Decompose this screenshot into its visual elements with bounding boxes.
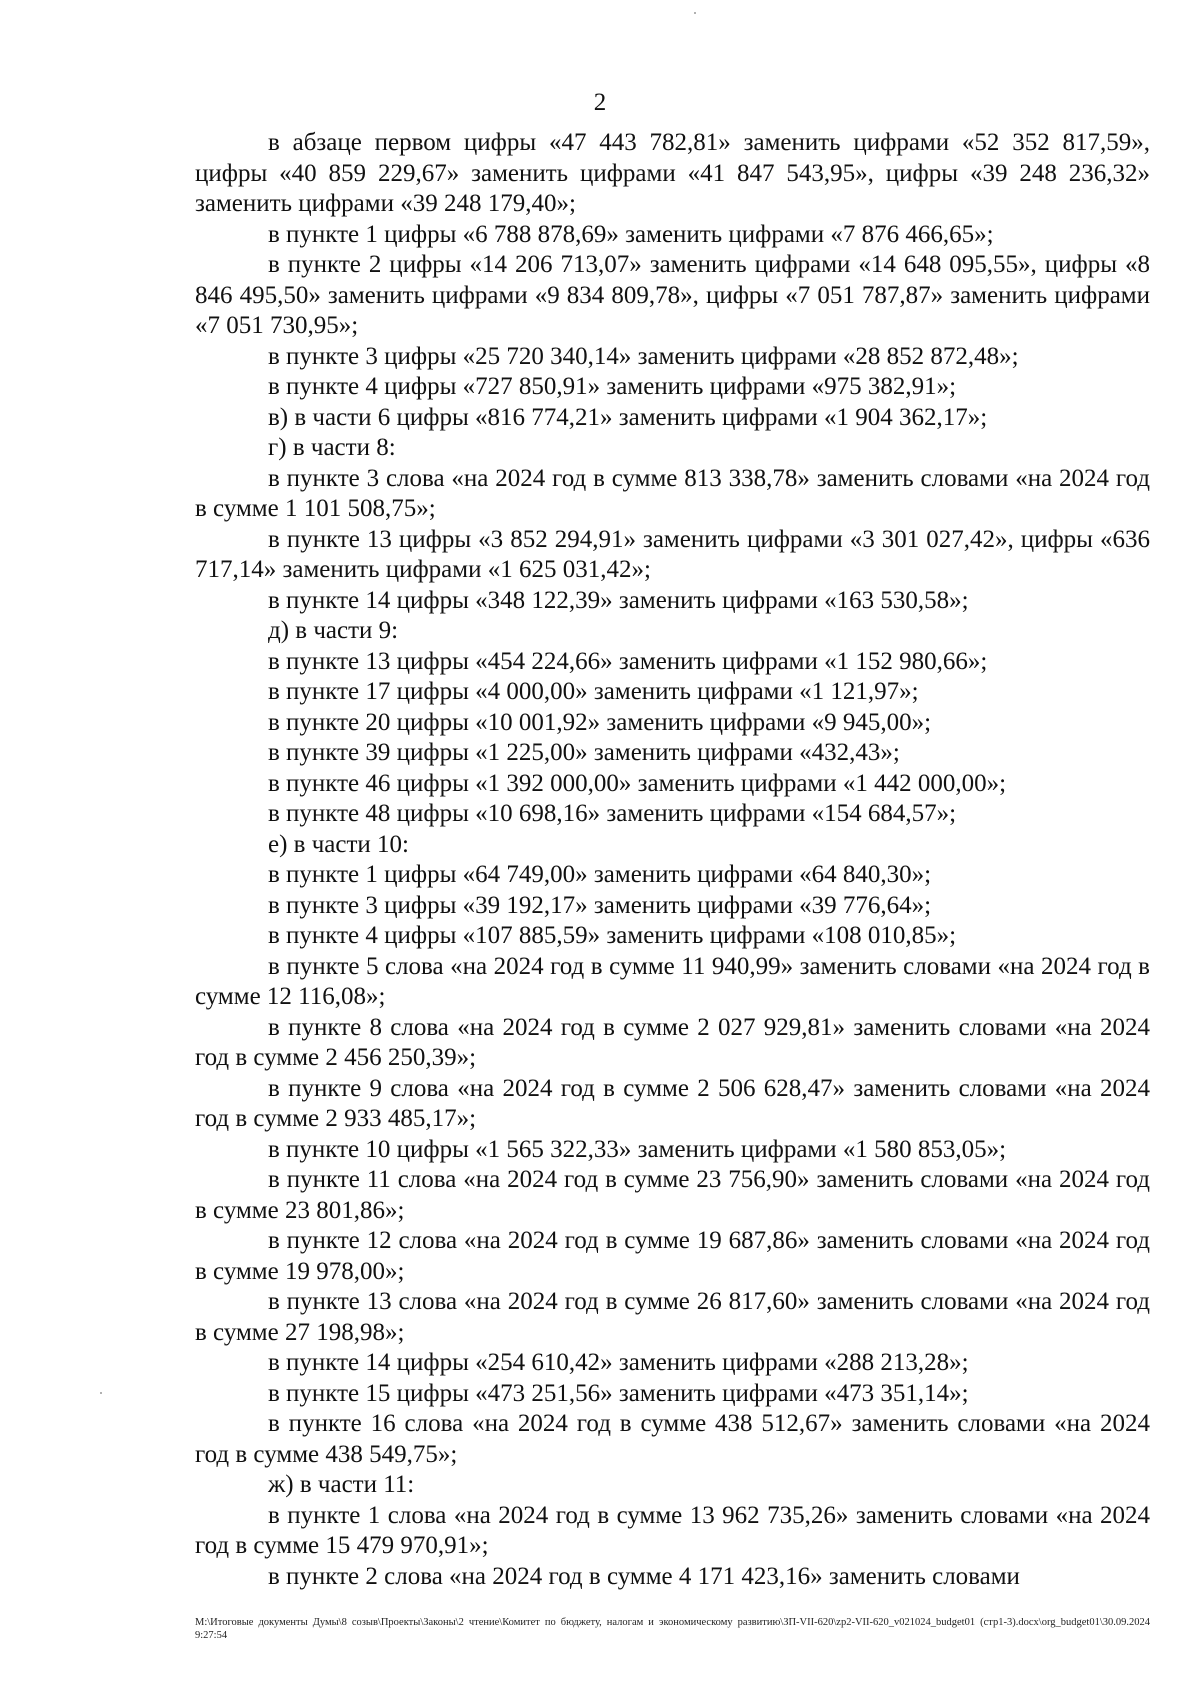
paragraph: в пункте 13 цифры «454 224,66» заменить цифрами «1 152 980,66»; — [268, 647, 988, 675]
paragraph: в пункте 5 слова «на 2024 год в сумме 11 940,99» заменить словами «на 2024 год в сумме 12 116,08»; — [195, 952, 1150, 1010]
paragraph: в пункте 1 цифры «64 749,00» заменить цифрами «64 840,30»; — [268, 861, 932, 888]
paragraph: в пункте 16 слова «на 2024 год в сумме 438 512,67» заменить словами «на 2024 год в сумме 438 549,75»; — [195, 1410, 1150, 1468]
paragraph: в пункте 2 цифры «14 206 713,07» заменить цифрами «14 648 095,55», цифры «8 846 495,50» заменить цифрами «9 834 809,78», цифры «7 051 787,87» заменить цифрами «7 051 730,95»; — [195, 251, 1150, 339]
paragraph: в пункте 3 цифры «39 192,17» заменить цифрами «39 776,64»; — [268, 891, 932, 919]
paragraph: в пункте 15 цифры «473 251,56» заменить цифрами «473 351,14»; — [268, 1379, 969, 1407]
paragraph: в пункте 9 слова «на 2024 год в сумме 2 506 628,47» заменить словами «на 2024 год в сумме 2 933 485,17»; — [195, 1074, 1150, 1132]
paragraph: в пункте 20 цифры «10 001,92» заменить цифрами «9 945,00»; — [268, 708, 932, 736]
paragraph: в пункте 39 цифры «1 225,00» заменить цифрами «432,43»; — [268, 739, 900, 766]
paragraph: в пункте 17 цифры «4 000,00» заменить цифрами «1 121,97»; — [268, 678, 919, 705]
paragraph: в пункте 10 цифры «1 565 322,33» заменить цифрами «1 580 853,05»; — [268, 1135, 1007, 1163]
paragraph: в пункте 46 цифры «1 392 000,00» заменить цифрами «1 442 000,00»; — [268, 769, 1007, 797]
document-body — [195, 128, 1150, 1592]
paragraph: е) в части 10: — [268, 830, 409, 858]
paragraph: в пункте 8 слова «на 2024 год в сумме 2 027 929,81» заменить словами «на 2024 год в сумме 2 456 250,39»; — [195, 1013, 1150, 1071]
paragraph: в пункте 4 цифры «727 850,91» заменить цифрами «975 382,91»; — [268, 373, 957, 400]
paragraph: в пункте 1 слова «на 2024 год в сумме 13 962 735,26» заменить словами «на 2024 год в сумме 15 479 970,91»; — [195, 1501, 1150, 1559]
scan-speck — [694, 12, 696, 14]
paragraph: в пункте 1 цифры «6 788 878,69» заменить цифрами «7 876 466,65»; — [268, 220, 994, 248]
paragraph: в пункте 3 слова «на 2024 год в сумме 813 338,78» заменить словами «на 2024 год в сумме 1 101 508,75»; — [195, 464, 1150, 522]
paragraph: г) в части 8: — [268, 434, 396, 461]
paragraph: в пункте 12 слова «на 2024 год в сумме 19 687,86» заменить словами «на 2024 год в сумме 19 978,00»; — [195, 1227, 1150, 1285]
scan-speck — [100, 1392, 102, 1394]
paragraph: в пункте 14 цифры «348 122,39» заменить цифрами «163 530,58»; — [268, 586, 969, 614]
file-path-footer: M:\Итоговые документы Думы\8 созыв\Проекты\Законы\2 чтение\Комитет по бюджету, налогам и экономическому развитию\ЗП-VII-620\zp2-VII-620_v021024_budget01 (стр1-3).docx\org_budget01\30.09.2024 9:27:54 — [195, 1617, 1150, 1641]
paragraph: в пункте 2 слова «на 2024 год в сумме 4 171 423,16» заменить словами — [268, 1562, 1020, 1590]
paragraph: в абзаце первом цифры «47 443 782,81» заменить цифрами «52 352 817,59», цифры «40 859 229,67» заменить цифрами «41 847 543,95», цифры «39 248 236,32» заменить цифрами «39 248 179,40»; — [195, 129, 1150, 217]
paragraph: в пункте 11 слова «на 2024 год в сумме 23 756,90» заменить словами «на 2024 год в сумме 23 801,86»; — [195, 1166, 1150, 1224]
paragraph: в) в части 6 цифры «816 774,21» заменить цифрами «1 904 362,17»; — [268, 403, 988, 431]
paragraph: ж) в части 11: — [268, 1471, 415, 1498]
paragraph: в пункте 14 цифры «254 610,42» заменить цифрами «288 213,28»; — [268, 1349, 969, 1376]
paragraph: в пункте 13 цифры «3 852 294,91» заменить цифрами «3 301 027,42», цифры «636 717,14» заменить цифрами «1 625 031,42»; — [195, 525, 1150, 583]
paragraph: д) в части 9: — [268, 617, 399, 644]
page-number: 2 — [593, 89, 607, 116]
paragraph: в пункте 13 слова «на 2024 год в сумме 26 817,60» заменить словами «на 2024 год в сумме 27 198,98»; — [195, 1288, 1150, 1346]
paragraph: в пункте 3 цифры «25 720 340,14» заменить цифрами «28 852 872,48»; — [268, 342, 1019, 370]
paragraph: в пункте 4 цифры «107 885,59» заменить цифрами «108 010,85»; — [268, 922, 957, 949]
paragraph: в пункте 48 цифры «10 698,16» заменить цифрами «154 684,57»; — [268, 800, 957, 827]
